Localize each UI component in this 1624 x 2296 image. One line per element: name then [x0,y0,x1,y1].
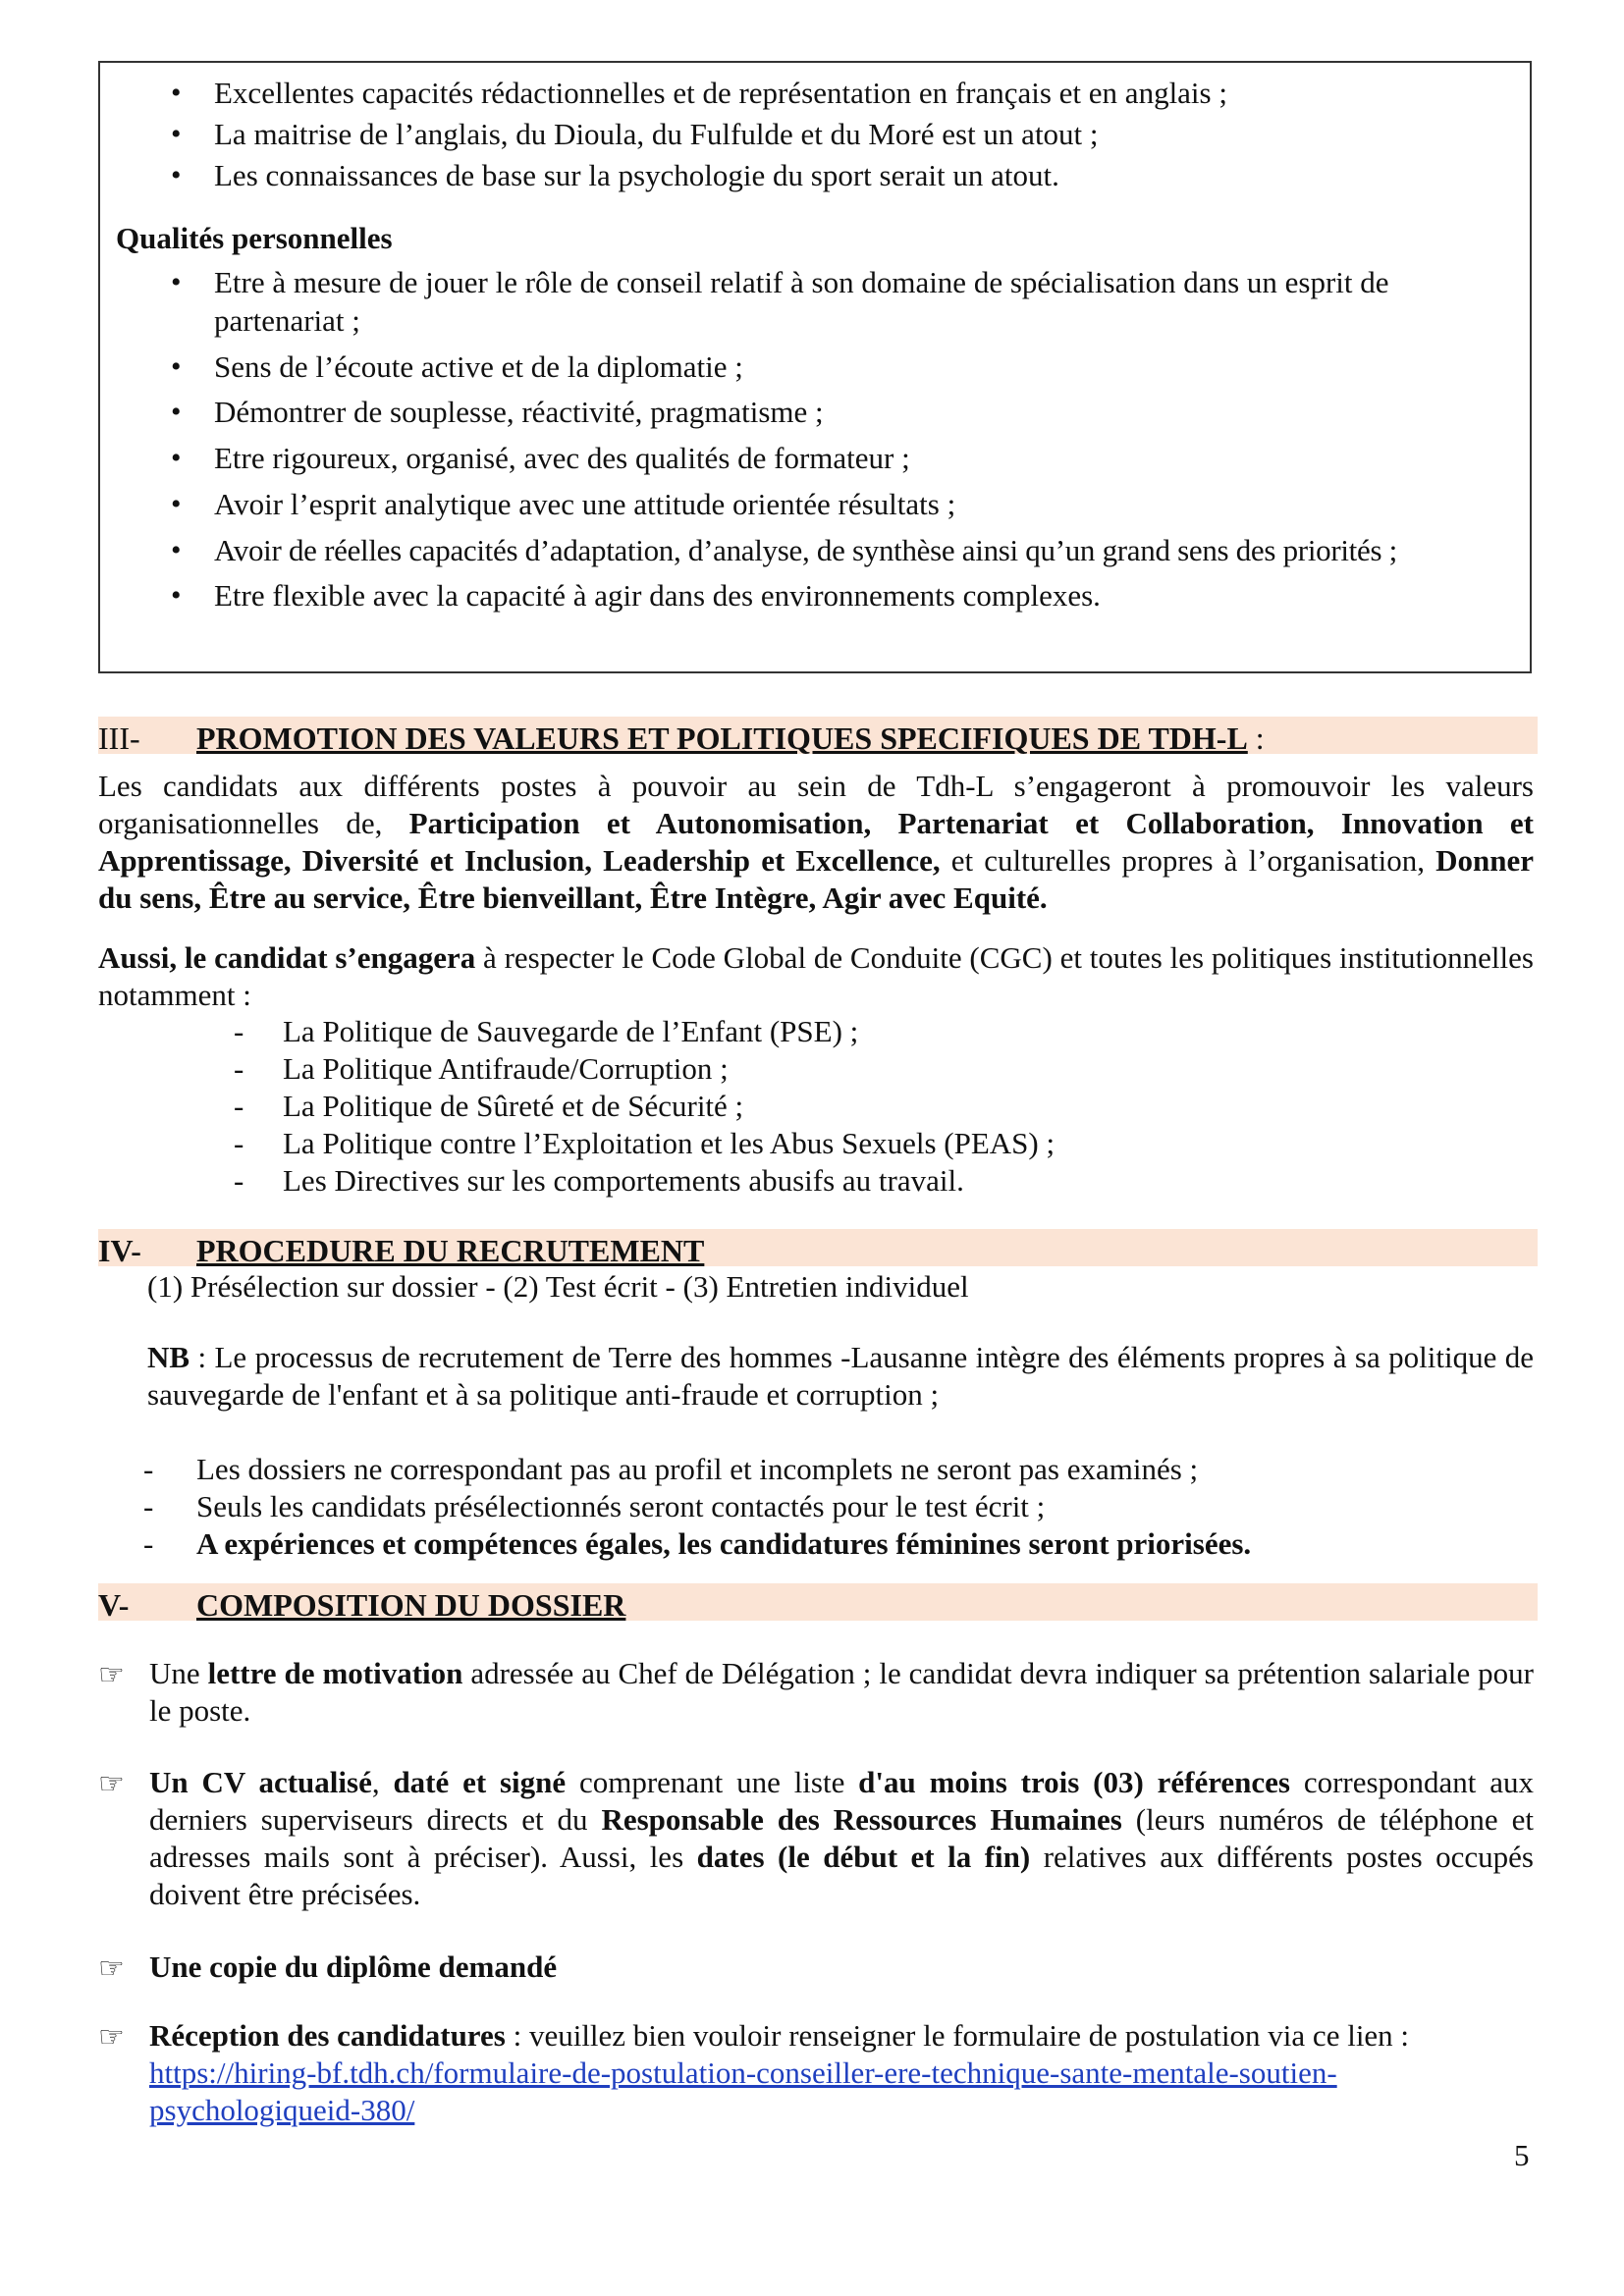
qualites-heading: Qualités personnelles [116,221,393,256]
page-number: 5 [1514,2138,1530,2172]
list-item: - A expériences et compétences égales, les candidatures féminines seront priorisées. [98,1525,1534,1563]
application-form-link[interactable]: https://hiring-bf.tdh.ch/formulaire-de-postulation-conseiller-ere-technique-sante-mentale-soutien- [149,2056,1337,2090]
skills-list [100,75,1530,194]
application-form-link-cont[interactable]: psychologiqueid-380/ [149,2093,415,2127]
section-number: IV- [98,1233,141,1268]
list-item: • Avoir de réelles capacités d’adaptation, d’analyse, de synthèse ainsi qu’un grand sens des priorités ; [100,532,1518,570]
list-item: • Démontrer de souplesse, réactivité, pragmatisme ; [100,394,1518,432]
list-item: • Etre à mesure de jouer le rôle de conseil relatif à son domaine de spécialisation dans un esprit de partenariat ; [100,264,1518,341]
policies-list [98,1013,1534,1200]
qualifications-box [98,61,1532,673]
recruitment-steps: (1) Présélection sur dossier - (2) Test écrit - (3) Entretien individuel [147,1269,969,1304]
values-paragraph: Les candidats aux différents postes à pouvoir au sein de Tdh-L s’engageront à promouvoir les valeurs organisationnelles de, Participation et Autonomisation, Partenariat et Collaboration, Innovation et Apprentissage, Diversité et Inclusion, Leadership et Excellence, et culturelles propres à l’organisation, Donner du sens, Être au service, Être bienveillant, Être Intègre, Agir avec Equité. [98,769,1535,915]
section-title: PROCEDURE DU RECRUTEMENT [196,1233,705,1268]
section-number: V- [98,1587,130,1623]
list-item: • Etre rigoureux, organisé, avec des qualités de formateur ; [100,440,1518,478]
list-item: • Etre flexible avec la capacité à agir dans des environnements complexes. [100,577,1518,615]
dossier-item-cv: ☞ Un CV actualisé, daté et signé comprenant une liste d'au moins trois (03) références correspondant aux derniers superviseurs directs et du Responsable des Ressources Humaines (leurs numéros de téléphone et adresses mails sont à préciser). Aussi, les dates (le début et la fin) relatives aux différents postes occupés doivent être précisées. [98,1765,1534,1911]
list-item: - Les dossiers ne correspondant pas au profil et incomplets ne seront pas examinés ; [98,1451,1534,1488]
list-item: - La Politique de Sauvegarde de l’Enfant (PSE) ; [98,1013,1534,1050]
pointing-hand-icon: ☞ [98,1952,125,1985]
pointing-hand-icon: ☞ [98,1768,125,1800]
list-item: - Les Directives sur les comportements abusifs au travail. [98,1162,1534,1200]
list-item: - La Politique Antifraude/Corruption ; [98,1050,1534,1088]
pointing-hand-icon: ☞ [98,2021,125,2054]
section-title: COMPOSITION DU DOSSIER [196,1587,626,1623]
list-item: - La Politique de Sûreté et de Sécurité ; [98,1088,1534,1125]
notes-list [98,1451,1534,1563]
dossier-item-diploma: ☞ Une copie du diplôme demandé [98,1949,1534,1986]
list-item: • Avoir l’esprit analytique avec une attitude orientée résultats ; [100,486,1518,524]
section-heading-iv [98,1231,704,1270]
nb-paragraph: NB : Le processus de recrutement de Terre des hommes -Lausanne intègre des éléments propres à sa politique de sauvegarde de l'enfant et à sa politique anti-fraude et corruption ; [147,1340,1534,1412]
section-number: III- [98,721,140,756]
commitment-paragraph: Aussi, le candidat s’engagera à respecter le Code Global de Conduite (CGC) et toutes les politiques institutionnelles notamment : [98,940,1534,1012]
pointing-hand-icon: ☞ [98,1659,125,1691]
list-item: - Seuls les candidats présélectionnés seront contactés pour le test écrit ; [98,1488,1534,1525]
section-title: PROMOTION DES VALEURS ET POLITIQUES SPECIFIQUES DE TDH-L [196,721,1248,756]
dossier-item-letter: ☞ Une lettre de motivation adressée au Chef de Délégation ; le candidat devra indiquer sa prétention salariale pour le poste. [98,1656,1534,1728]
qualites-list [100,264,1530,615]
section-heading-iii: III- PROMOTION DES VALEURS ET POLITIQUES SPECIFIQUES DE TDH-L : [98,721,1265,756]
dossier-item-reception: ☞ Réception des candidatures : veuillez bien vouloir renseigner le formulaire de postulation via ce lien : https://hiring-bf.tdh.ch/formulaire-de-postulation-conseiller-ere-technique-sante-mentale-soutien- psychologiqueid-380/ [98,2018,1410,2127]
list-item: • Excellentes capacités rédactionnelles et de représentation en français et en anglais ; [100,75,1530,113]
section-heading-v [98,1585,625,1625]
list-item: • La maitrise de l’anglais, du Dioula, du Fulfulde et du Moré est un atout ; [100,116,1530,154]
list-item: • Sens de l’écoute active et de la diplomatie ; [100,348,1518,387]
list-item: • Les connaissances de base sur la psychologie du sport serait un atout. [100,157,1530,195]
list-item: - La Politique contre l’Exploitation et les Abus Sexuels (PEAS) ; [98,1125,1534,1162]
